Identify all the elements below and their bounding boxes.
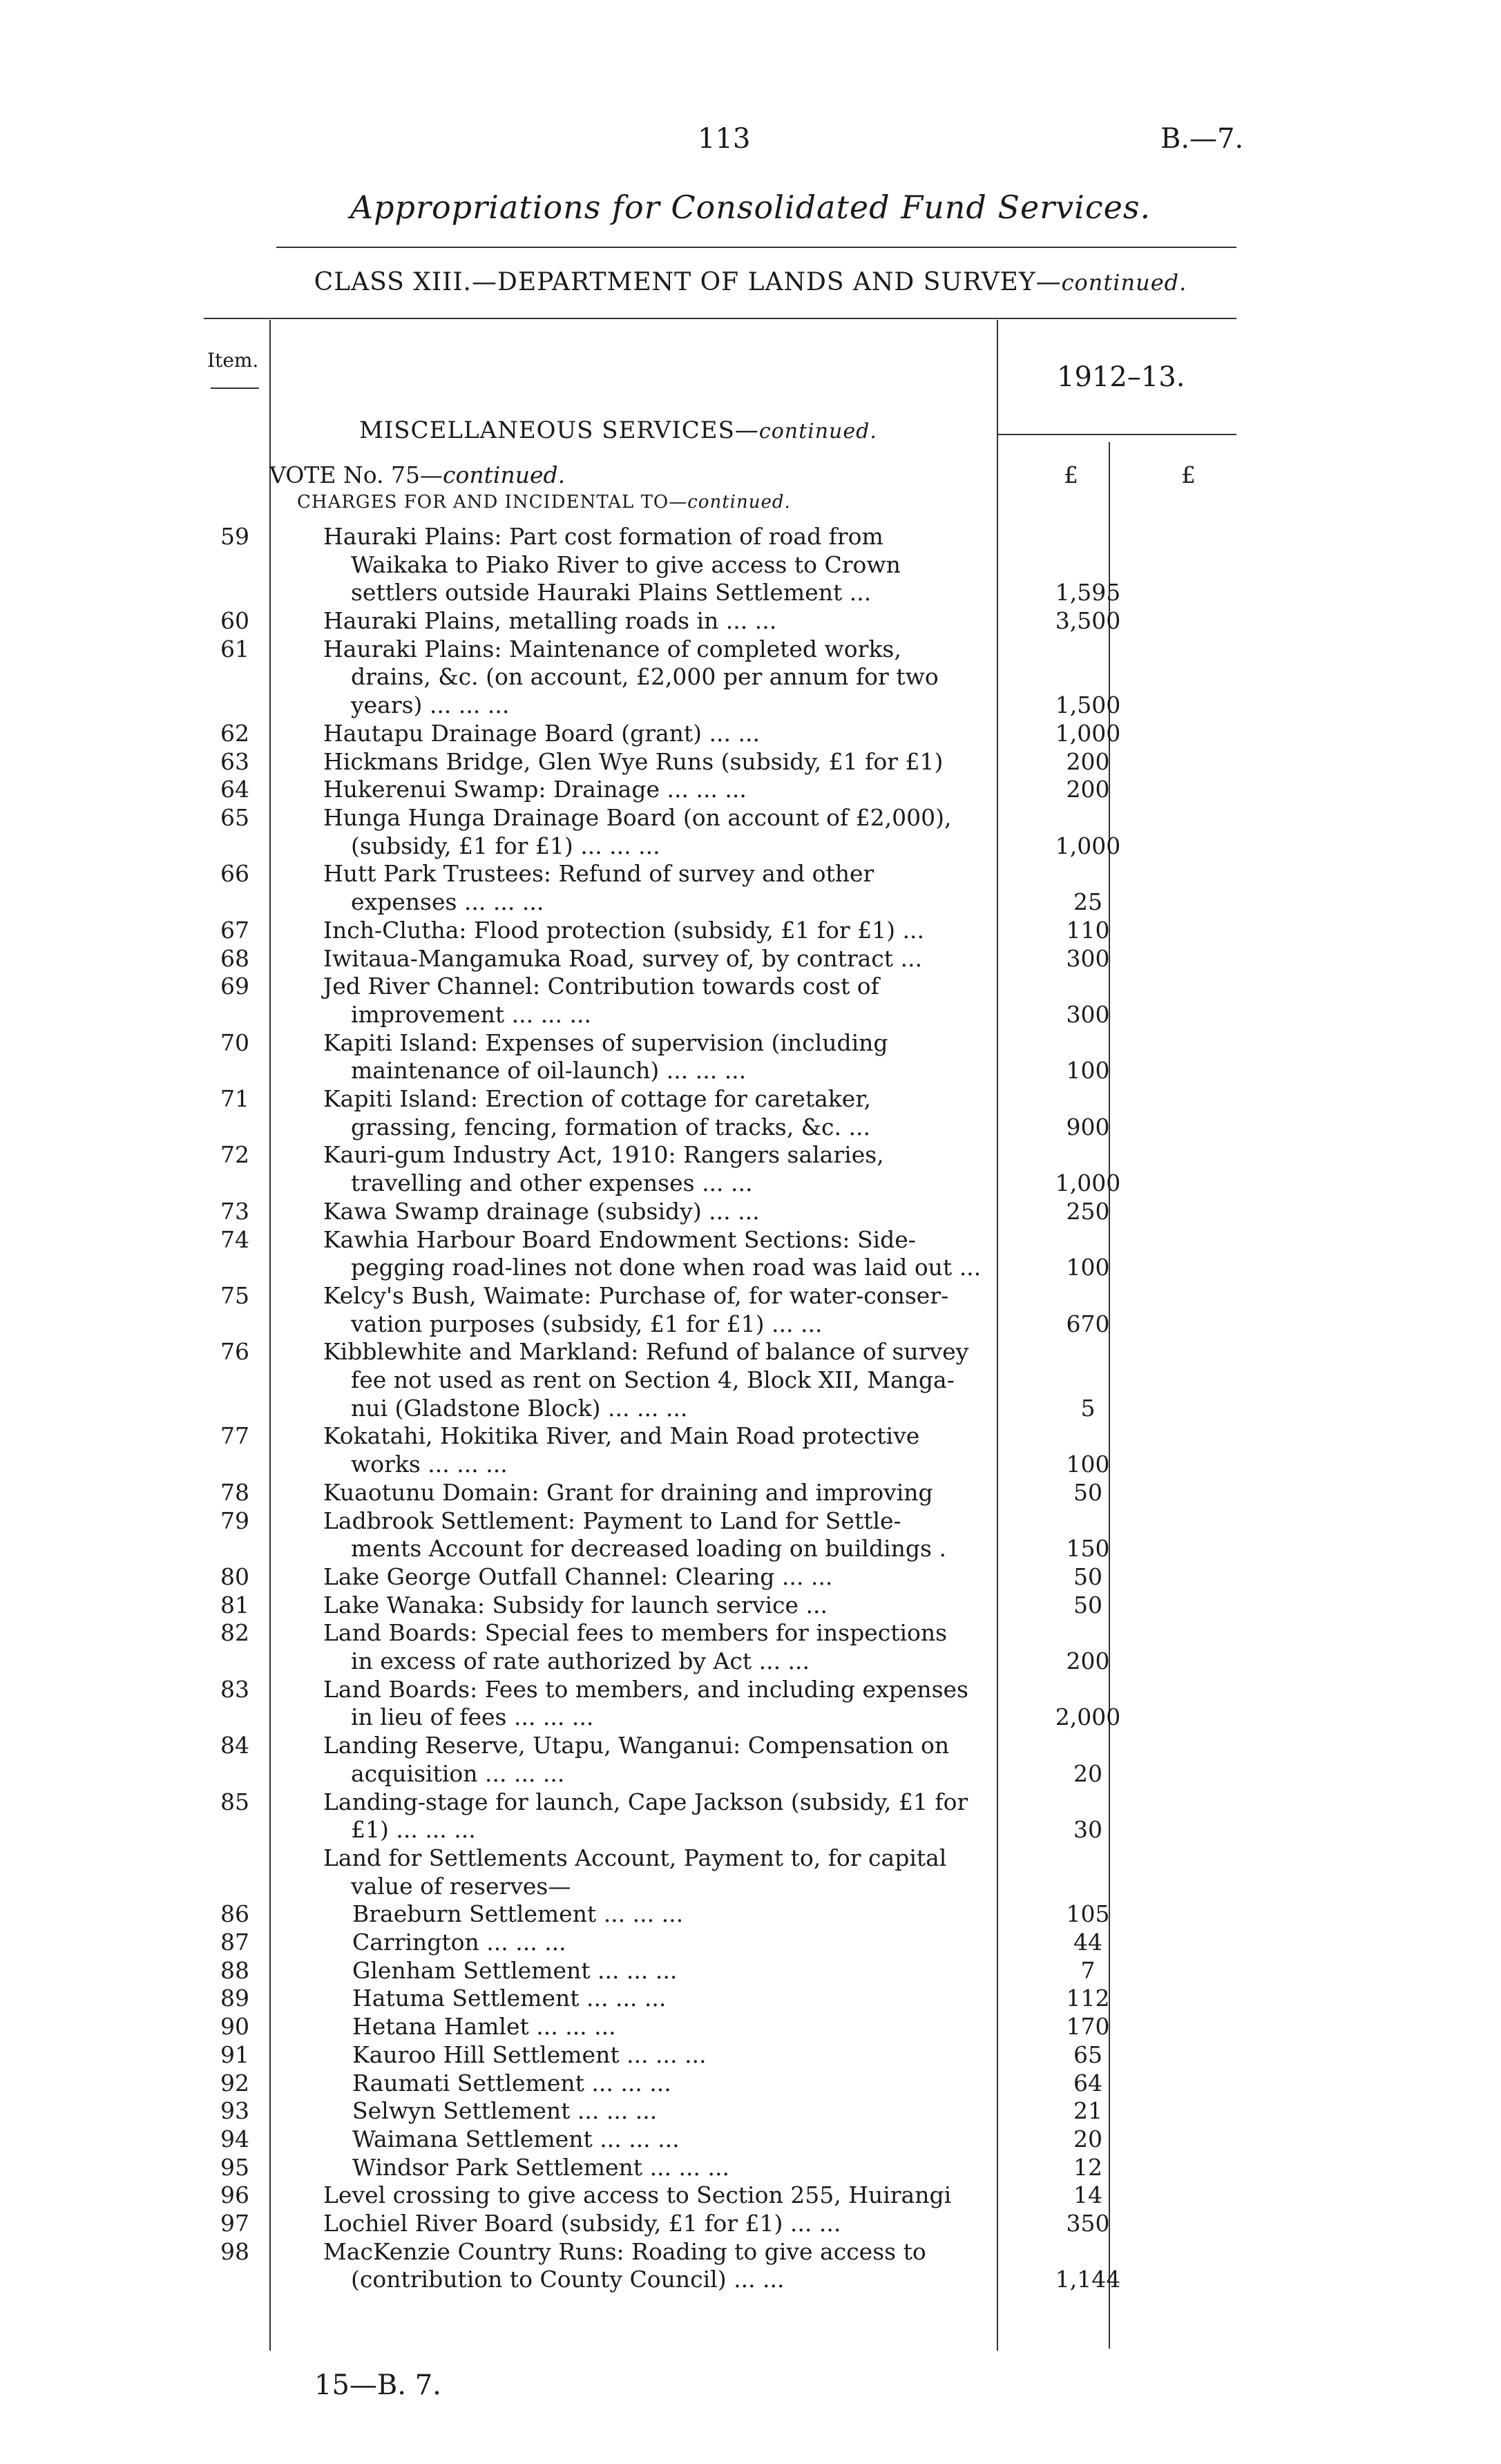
table-row: [0, 860, 1501, 916]
item-amount: 1,000: [1055, 832, 1121, 859]
item-amount: 14: [1073, 2181, 1102, 2209]
item-number: 96: [220, 2181, 249, 2209]
section-heading: [359, 417, 877, 444]
table-row: [0, 2154, 1501, 2182]
item-description-line: Kibblewhite and Markland: Refund of balance of survey: [323, 1338, 969, 1366]
item-number: 74: [220, 1225, 249, 1253]
item-description-line: works ... ... ...: [351, 1451, 508, 1478]
vote-label-text: VOTE No. 75—: [269, 461, 443, 488]
item-number: 90: [220, 2013, 249, 2041]
table-row: [0, 748, 1501, 776]
item-description-line: Hauraki Plains, metalling roads in ... ...: [323, 607, 777, 635]
item-description-line: Level crossing to give access to Section 255, Huirangi: [323, 2181, 952, 2209]
item-amount: 12: [1073, 2153, 1102, 2181]
item-description-line: Hauraki Plains: Part cost formation of road from: [323, 523, 883, 550]
item-amount: 250: [1066, 1197, 1110, 1225]
item-description-line: maintenance of oil-launch) ... ... ...: [351, 1057, 747, 1085]
item-number: 89: [220, 1985, 249, 2012]
item-description-line: Kelcy's Bush, Waimate: Purchase of, for water-conser-: [323, 1281, 949, 1309]
charges-label: [297, 492, 791, 513]
item-amount: 112: [1066, 1985, 1110, 2012]
item-description-line: Windsor Park Settlement ... ... ...: [352, 2153, 729, 2181]
item-description-line: Kapiti Island: Expenses of supervision (including: [323, 1029, 888, 1056]
page-title: Appropriations for Consolidated Fund Services.: [350, 189, 1151, 226]
item-description-line: MacKenzie Country Runs: Roading to give access to: [323, 2237, 926, 2265]
item-description-line: Braeburn Settlement ... ... ...: [352, 1900, 684, 1928]
item-number: 85: [220, 1788, 249, 1815]
table-row: [0, 1563, 1501, 1592]
year-header-rule: [998, 434, 1236, 435]
table-row: [0, 636, 1501, 720]
item-number: 62: [220, 719, 249, 747]
table-row: [0, 1957, 1501, 1985]
item-amount: 64: [1073, 2069, 1102, 2097]
item-amount: 65: [1073, 2041, 1102, 2068]
item-amount: 110: [1066, 916, 1110, 944]
item-number: 93: [220, 2097, 249, 2125]
item-number: 72: [220, 1141, 249, 1169]
item-amount: 50: [1073, 1478, 1102, 1506]
table-row: [0, 1788, 1501, 1844]
item-amount: 170: [1066, 2013, 1110, 2041]
class-heading-suffix: continued.: [1061, 269, 1187, 296]
table-row: [0, 2041, 1501, 2070]
item-number: 88: [220, 1956, 249, 1984]
item-description-line: Lake Wanaka: Subsidy for launch service ...: [323, 1591, 828, 1618]
table-row: [0, 1141, 1501, 1197]
item-description-line: Inch-Clutha: Flood protection (subsidy, £1 for £1) ...: [323, 916, 924, 944]
table-row: [0, 1900, 1501, 1929]
item-description-line: value of reserves—: [351, 1872, 571, 1900]
item-description-line: in lieu of fees ... ... ...: [351, 1703, 594, 1731]
pound-sign-column-2: £: [1181, 461, 1196, 488]
item-description-line: drains, &c. (on account, £2,000 per annum for two: [351, 663, 939, 691]
item-amount: 30: [1073, 1816, 1102, 1844]
item-description-line: years) ... ... ...: [351, 691, 510, 719]
item-description-line: Land Boards: Special fees to members for inspections: [323, 1619, 948, 1647]
item-amount: 100: [1066, 1451, 1110, 1478]
item-description-line: Glenham Settlement ... ... ...: [352, 1956, 678, 1984]
item-number: 73: [220, 1197, 249, 1225]
item-amount: 105: [1066, 1900, 1110, 1928]
item-number: 98: [220, 2237, 249, 2265]
table-row: [0, 804, 1501, 860]
item-amount: 7: [1080, 1956, 1096, 1984]
table-row: [0, 1507, 1501, 1563]
table-row: [0, 776, 1501, 804]
table-row: [0, 523, 1501, 607]
item-description-line: Selwyn Settlement ... ... ...: [352, 2097, 658, 2125]
title-rule: [276, 247, 1236, 248]
item-description-line: improvement ... ... ...: [351, 1000, 591, 1028]
table-row: [0, 2097, 1501, 2126]
item-amount: 200: [1066, 1647, 1110, 1674]
header-top-rule: [204, 318, 1236, 319]
item-description-line: Hutt Park Trustees: Refund of survey and other: [323, 860, 874, 888]
class-heading: [0, 268, 1501, 296]
table-row: [0, 1592, 1501, 1620]
page-number: 113: [698, 123, 751, 155]
item-description-line: Lake George Outfall Channel: Clearing ... ...: [323, 1563, 833, 1590]
item-description-line: Hickmans Bridge, Glen Wye Runs (subsidy, £1 for £1): [323, 747, 944, 775]
vote-label: [269, 461, 565, 488]
section-heading-suffix: continued.: [758, 419, 877, 443]
item-number: 60: [220, 607, 249, 635]
signature-mark: 15—B. 7.: [314, 2369, 441, 2401]
item-amount: 1,000: [1055, 719, 1121, 747]
item-number: 91: [220, 2041, 249, 2068]
item-description-line: Carrington ... ... ...: [352, 1929, 566, 1956]
table-row: [0, 607, 1501, 636]
item-amount: 25: [1073, 888, 1102, 916]
item-number: 95: [220, 2153, 249, 2181]
item-description-line: Jed River Channel: Contribution towards cost of: [323, 973, 879, 1000]
item-description-line: Raumati Settlement ... ... ...: [352, 2069, 671, 2097]
item-amount: 150: [1066, 1535, 1110, 1563]
item-description-line: expenses ... ... ...: [351, 888, 544, 916]
table-row: [0, 720, 1501, 748]
table-row: [0, 1479, 1501, 1507]
year-column-header: 1912–13.: [1057, 361, 1185, 393]
item-number: 78: [220, 1478, 249, 1506]
item-description-line: grassing, fencing, formation of tracks, &c. ...: [351, 1113, 870, 1140]
item-number: 84: [220, 1732, 249, 1759]
item-amount: 200: [1066, 747, 1110, 775]
item-description-line: nui (Gladstone Block) ... ... ...: [351, 1394, 688, 1422]
table-row: [0, 1085, 1501, 1141]
table-row: [0, 2181, 1501, 2210]
item-description-line: Land for Settlements Account, Payment to, for capital: [323, 1844, 947, 1871]
item-description-line: pegging road-lines not done when road was laid out ...: [351, 1254, 982, 1281]
table-row: [0, 1732, 1501, 1788]
item-description-line: Kapiti Island: Erection of cottage for caretaker,: [323, 1085, 871, 1112]
item-description-line: Landing Reserve, Utapu, Wanganui: Compensation on: [323, 1732, 950, 1759]
item-description-line: settlers outside Hauraki Plains Settlement ...: [351, 579, 872, 607]
item-amount: 300: [1066, 1000, 1110, 1028]
item-description-line: in excess of rate authorized by Act ... ...: [351, 1647, 810, 1674]
section-heading-text: MISCELLANEOUS SERVICES—: [359, 417, 759, 444]
vote-label-suffix: continued.: [443, 461, 566, 488]
table-row: [0, 2210, 1501, 2238]
table-row: [0, 2126, 1501, 2154]
item-description-line: Hauraki Plains: Maintenance of completed works,: [323, 635, 901, 662]
item-description-line: (subsidy, £1 for £1) ... ... ...: [351, 832, 660, 859]
item-amount: 100: [1066, 1254, 1110, 1281]
item-number: 92: [220, 2069, 249, 2097]
item-amount: 350: [1066, 2210, 1110, 2237]
item-description-line: Kawhia Harbour Board Endowment Sections: Side-: [323, 1225, 916, 1253]
table-row: [0, 1422, 1501, 1478]
item-number: 82: [220, 1619, 249, 1647]
table-row: [0, 2070, 1501, 2098]
charges-label-suffix: continued.: [687, 492, 791, 513]
item-number: 97: [220, 2210, 249, 2237]
item-amount: 670: [1066, 1310, 1110, 1337]
table-row: [0, 2013, 1501, 2041]
item-description-line: fee not used as rent on Section 4, Block XII, Manga-: [351, 1366, 955, 1393]
item-number: 71: [220, 1085, 249, 1112]
table-row: [0, 1929, 1501, 1957]
table-row: [0, 973, 1501, 1029]
item-number: 94: [220, 2125, 249, 2152]
item-number: 81: [220, 1591, 249, 1618]
item-header-rule: [211, 388, 259, 389]
item-description-line: Lochiel River Board (subsidy, £1 for £1) ... ...: [323, 2210, 841, 2237]
table-row: [0, 1029, 1501, 1085]
item-number: 79: [220, 1507, 249, 1534]
table-row: [0, 1226, 1501, 1282]
table-row: [0, 917, 1501, 945]
item-number: 63: [220, 747, 249, 775]
item-description-line: (contribution to County Council) ... ...: [351, 2266, 785, 2293]
item-amount: 20: [1073, 2125, 1102, 2152]
item-description-line: Kauri-gum Industry Act, 1910: Rangers salaries,: [323, 1141, 884, 1169]
item-description-line: Iwitaua-Mangamuka Road, survey of, by contract ...: [323, 944, 922, 972]
item-amount: 900: [1066, 1113, 1110, 1140]
item-amount: 200: [1066, 776, 1110, 803]
item-description-line: Hunga Hunga Drainage Board (on account of £2,000),: [323, 804, 952, 831]
item-amount: 1,500: [1055, 691, 1121, 719]
table-row: [0, 945, 1501, 973]
item-description-line: vation purposes (subsidy, £1 for £1) ... ...: [351, 1310, 823, 1337]
item-number: 76: [220, 1338, 249, 1366]
table-row: [0, 1985, 1501, 2013]
item-amount: 2,000: [1055, 1703, 1121, 1731]
table-row: [0, 1338, 1501, 1422]
item-description-line: Waimana Settlement ... ... ...: [352, 2125, 680, 2152]
table-row: [0, 1198, 1501, 1226]
item-description-line: Waikaka to Piako River to give access to Crown: [351, 551, 901, 578]
item-number: 64: [220, 776, 249, 803]
item-description-line: ments Account for decreased loading on buildings .: [351, 1535, 946, 1563]
item-description-line: Land Boards: Fees to members, and including expenses: [323, 1675, 968, 1703]
item-amount: 5: [1080, 1394, 1096, 1422]
item-number: 77: [220, 1422, 249, 1450]
class-heading-text: CLASS XIII.—DEPARTMENT OF LANDS AND SURVEY—: [314, 268, 1062, 296]
item-description-line: Ladbrook Settlement: Payment to Land for Settle-: [323, 1507, 901, 1534]
table-row: [0, 2238, 1501, 2294]
item-number: 61: [220, 635, 249, 662]
item-amount: 50: [1073, 1591, 1102, 1618]
item-amount: 20: [1073, 1759, 1102, 1787]
item-description-line: acquisition ... ... ...: [351, 1759, 565, 1787]
item-amount: 100: [1066, 1057, 1110, 1085]
item-description-line: Kawa Swamp drainage (subsidy) ... ...: [323, 1197, 760, 1225]
table-row: [0, 1676, 1501, 1732]
item-description-line: Kuaotunu Domain: Grant for draining and improving: [323, 1478, 933, 1506]
item-number: 69: [220, 973, 249, 1000]
item-description-line: Landing-stage for launch, Cape Jackson (subsidy, £1 for: [323, 1788, 968, 1815]
item-number: 87: [220, 1929, 249, 1956]
item-number: 83: [220, 1675, 249, 1703]
report-code: B.—7.: [1160, 123, 1244, 155]
table-row: [0, 1282, 1501, 1338]
item-number: 67: [220, 916, 249, 944]
charges-label-text: CHARGES FOR AND INCIDENTAL TO—: [297, 492, 688, 513]
item-column-header: Item.: [207, 349, 259, 372]
item-description-line: Hatuma Settlement ... ... ...: [352, 1985, 667, 2012]
item-description-line: travelling and other expenses ... ...: [351, 1169, 753, 1197]
item-number: 70: [220, 1029, 249, 1056]
item-amount: 1,000: [1055, 1169, 1121, 1197]
item-number: 86: [220, 1900, 249, 1928]
item-number: 65: [220, 804, 249, 831]
item-amount: 21: [1073, 2097, 1102, 2125]
item-amount: 44: [1073, 1929, 1102, 1956]
table-row: [0, 1844, 1501, 1900]
item-number: 68: [220, 944, 249, 972]
item-amount: 300: [1066, 944, 1110, 972]
item-description-line: Hukerenui Swamp: Drainage ... ... ...: [323, 776, 747, 803]
item-description-line: Kokatahi, Hokitika River, and Main Road protective: [323, 1422, 920, 1450]
table-row: [0, 1619, 1501, 1675]
item-amount: 50: [1073, 1563, 1102, 1590]
item-description-line: Hetana Hamlet ... ... ...: [352, 2013, 616, 2041]
item-number: 80: [220, 1563, 249, 1590]
item-amount: 3,500: [1055, 607, 1121, 635]
item-description-line: Kauroo Hill Settlement ... ... ...: [352, 2041, 707, 2068]
item-number: 66: [220, 860, 249, 888]
item-amount: 1,595: [1055, 579, 1121, 607]
item-number: 75: [220, 1281, 249, 1309]
item-amount: 1,144: [1055, 2266, 1121, 2293]
item-number: 59: [220, 523, 249, 550]
pound-sign-column-1: £: [1064, 461, 1078, 488]
item-description-line: Hautapu Drainage Board (grant) ... ...: [323, 719, 760, 747]
item-description-line: £1) ... ... ...: [351, 1816, 476, 1844]
